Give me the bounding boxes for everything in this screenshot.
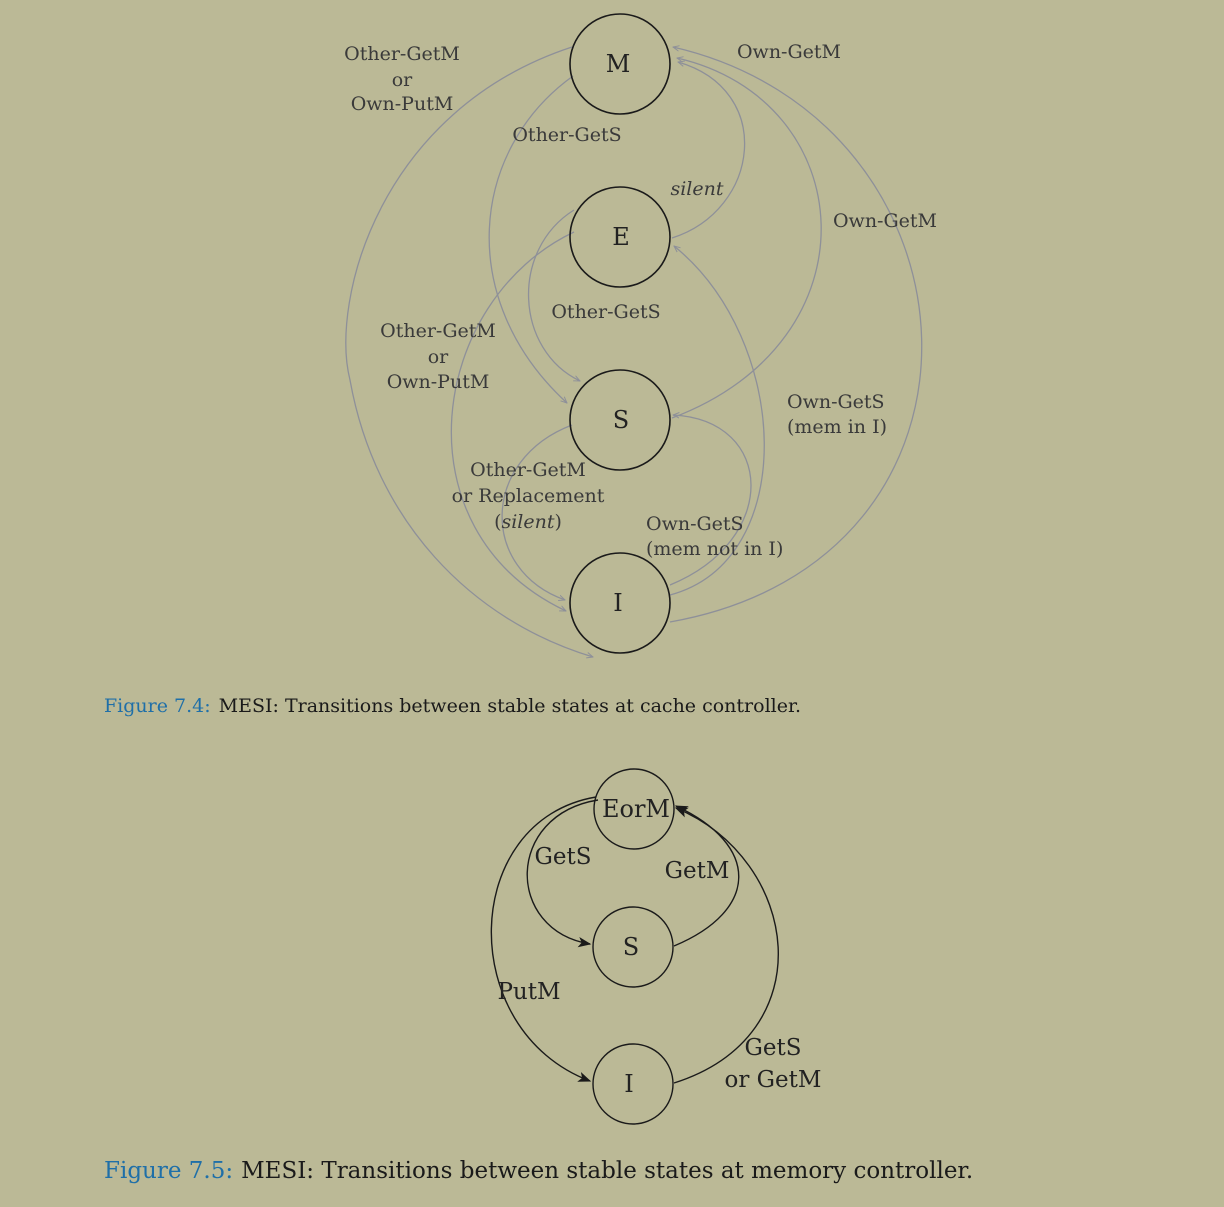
label-m-to-i-line1: Other-GetM — [344, 43, 460, 65]
label-e-to-i-line2: or — [427, 346, 449, 368]
edge-i-to-m-own-getm — [670, 47, 922, 622]
label-other-gets-m: Other-GetS — [512, 124, 622, 146]
figure-7-4-caption: Figure 7.4: MESI: Transitions between stable states at cache controller. — [104, 695, 801, 717]
figure-7-5-caption: Figure 7.5: MESI: Transitions between stable states at memory controller. — [104, 1158, 974, 1184]
label-gets: GetS — [534, 844, 592, 870]
label-gets-or-getm-line1: GetS — [744, 1035, 802, 1061]
state-e-label: E — [612, 223, 630, 251]
state-s-label: S — [612, 406, 630, 434]
label-putm: PutM — [497, 979, 561, 1005]
figure-7-5 — [104, 769, 973, 1184]
label-gets-or-getm-line2: or GetM — [724, 1067, 822, 1093]
state-eorm-label: EorM — [601, 795, 671, 823]
edge-e-to-s-other-gets — [529, 210, 580, 381]
label-own-gets-notmem-line1: Own-GetS — [646, 513, 744, 535]
label-s-to-i-line2: or Replacement — [451, 485, 605, 507]
label-own-getm-right: Own-GetM — [832, 210, 938, 232]
state-i-label: I — [613, 589, 623, 617]
label-s-to-i-line3: (silent) — [494, 511, 562, 533]
label-own-gets-mem-line1: Own-GetS — [787, 391, 885, 413]
state-s2-label: S — [622, 933, 640, 961]
label-e-to-i-line1: Other-GetM — [380, 320, 496, 342]
state-i2-label: I — [624, 1070, 634, 1098]
edge-eorm-to-i-putm — [491, 797, 596, 1081]
label-e-to-i-line3: Own-PutM — [386, 371, 490, 393]
label-other-gets-e: Other-GetS — [551, 301, 661, 323]
label-s-to-i-line1: Other-GetM — [470, 459, 586, 481]
edge-eorm-to-s-gets — [527, 800, 598, 944]
state-m-label: M — [605, 50, 631, 78]
figure-7-4 — [104, 14, 937, 717]
edge-s-to-m-own-getm — [672, 58, 821, 418]
label-own-gets-notmem-line2: (mem not in I) — [646, 538, 784, 560]
edge-e-to-i — [451, 232, 574, 611]
label-silent-e-to-m: silent — [670, 178, 724, 200]
label-m-to-i-line2: or — [391, 69, 413, 91]
label-own-gets-mem-line2: (mem in I) — [787, 416, 888, 438]
edge-e-to-m-silent — [672, 62, 745, 238]
label-m-to-i-line3: Own-PutM — [350, 93, 454, 115]
label-getm: GetM — [664, 858, 730, 884]
label-own-getm-top: Own-GetM — [736, 41, 842, 63]
